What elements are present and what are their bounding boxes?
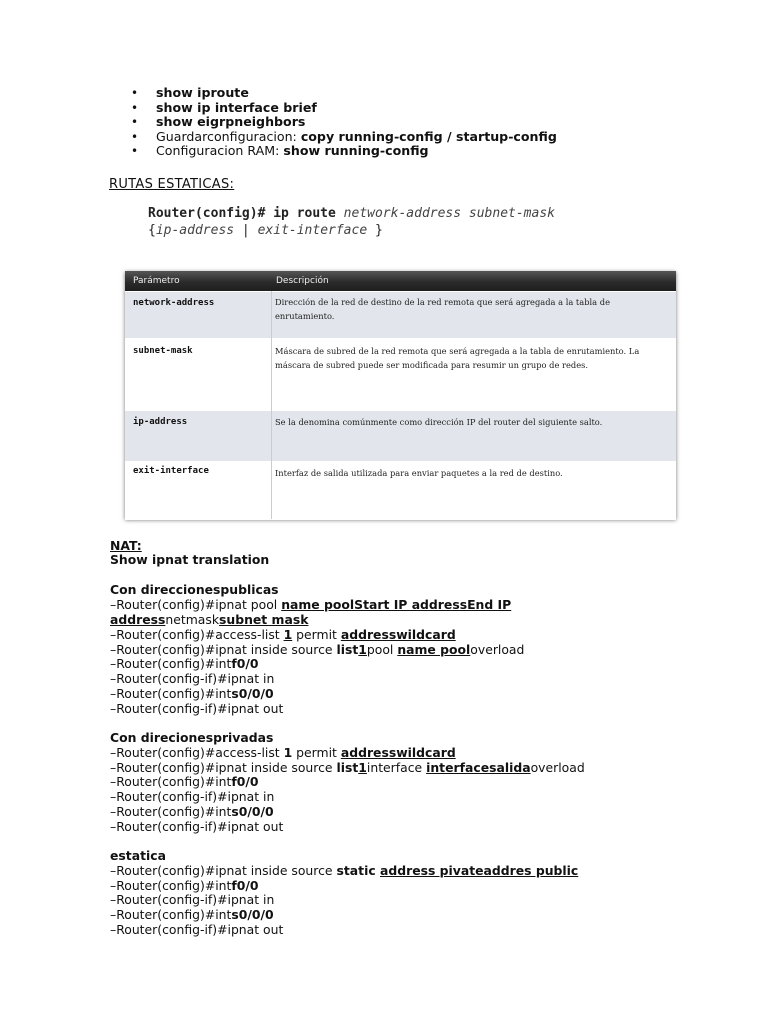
bullet-command: show eigrpneighbors — [156, 114, 306, 130]
row-param: subnet-mask — [133, 346, 193, 356]
bullet-item — [131, 144, 557, 159]
config-line: –Router(config)#ints0/0/0 — [110, 686, 274, 701]
config-line: –Router(config)#ipnat inside source static address pivateaddres public — [110, 863, 579, 878]
nat-heading: NAT: — [110, 538, 142, 553]
command-bullet-list — [131, 86, 557, 159]
bullet-prefix: Guardarconfiguracion: — [156, 128, 301, 144]
config-line: –Router(config)#access-list 1 permit addresswildcard — [110, 745, 456, 760]
bullet-item — [131, 130, 557, 145]
config-line: addressnetmasksubnet mask — [110, 612, 309, 627]
config-line: –Router(config)#intf0/0 — [110, 656, 259, 671]
config-line: –Router(config)#intf0/0 — [110, 774, 259, 789]
estatica-heading: estatica — [110, 848, 166, 863]
row-param: ip-address — [133, 417, 188, 427]
table-header — [125, 271, 676, 291]
bullet-command: copy running-config / startup-config — [300, 128, 557, 144]
bullet-item — [131, 86, 557, 101]
bullet-item — [131, 101, 557, 116]
config-line: –Router(config-if)#ipnat out — [110, 701, 284, 716]
config-line: –Router(config-if)#ipnat in — [110, 671, 275, 686]
bullet-command: show running-config — [283, 143, 429, 159]
config-line: –Router(config-if)#ipnat out — [110, 819, 284, 834]
privadas-heading: Con direcionesprivadas — [110, 730, 274, 745]
table-row — [125, 291, 676, 339]
route-command-line-2: {ip-address | exit-interface } — [148, 223, 383, 238]
config-line: –Router(config-if)#ipnat out — [110, 922, 284, 937]
config-line: –Router(config)#access-list 1 permit addresswildcard — [110, 627, 456, 642]
row-desc: Interfaz de salida utilizada para enviar paquetes a la red de destino. — [275, 468, 563, 478]
row-param: network-address — [133, 298, 215, 308]
config-line: –Router(config)#ints0/0/0 — [110, 804, 274, 819]
bullet-command: show iproute — [156, 85, 249, 100]
config-line: –Router(config)#ipnat inside source list1interface interfacesalidaoverload — [110, 760, 585, 775]
header-parametro: Parámetro — [133, 276, 180, 286]
row-param: exit-interface — [133, 466, 209, 476]
parameter-table — [125, 271, 676, 519]
rutas-estaticas-heading: RUTAS ESTATICAS: — [109, 177, 235, 192]
route-command-line-1: Router(config)# ip route network-address subnet-mask — [148, 206, 555, 221]
config-line: –Router(config)#ints0/0/0 — [110, 907, 274, 922]
bullet-item — [131, 115, 557, 130]
row-desc: Se la denomina comúnmente como dirección IP del router del siguiente salto. — [275, 417, 603, 427]
table-row — [125, 461, 676, 520]
header-descripcion: Descripción — [276, 276, 329, 286]
config-line: –Router(config-if)#ipnat in — [110, 789, 275, 804]
config-line: –Router(config-if)#ipnat in — [110, 892, 275, 907]
table-row — [125, 338, 676, 411]
config-line: –Router(config)#intf0/0 — [110, 878, 259, 893]
show-ipnat-line: Show ipnat translation — [110, 552, 270, 567]
config-line: –Router(config)#ipnat pool name poolStart IP addressEnd IP — [110, 597, 512, 612]
config-line: –Router(config)#ipnat inside source list1pool name pooloverload — [110, 642, 525, 657]
row-desc: Máscara de subred de la red remota que será agregada a la tabla de enrutamiento. La máscara de subred puede ser modificada para resumir un grupo de redes. — [275, 346, 640, 370]
bullet-prefix: Configuracion RAM: — [156, 143, 284, 159]
column-divider — [271, 291, 272, 519]
table-row — [125, 410, 676, 462]
publicas-heading: Con direccionespublicas — [110, 582, 279, 597]
row-desc: Dirección de la red de destino de la red remota que será agregada a la tabla de enrutamiento. — [275, 297, 610, 321]
bullet-command: show ip interface brief — [156, 99, 317, 115]
